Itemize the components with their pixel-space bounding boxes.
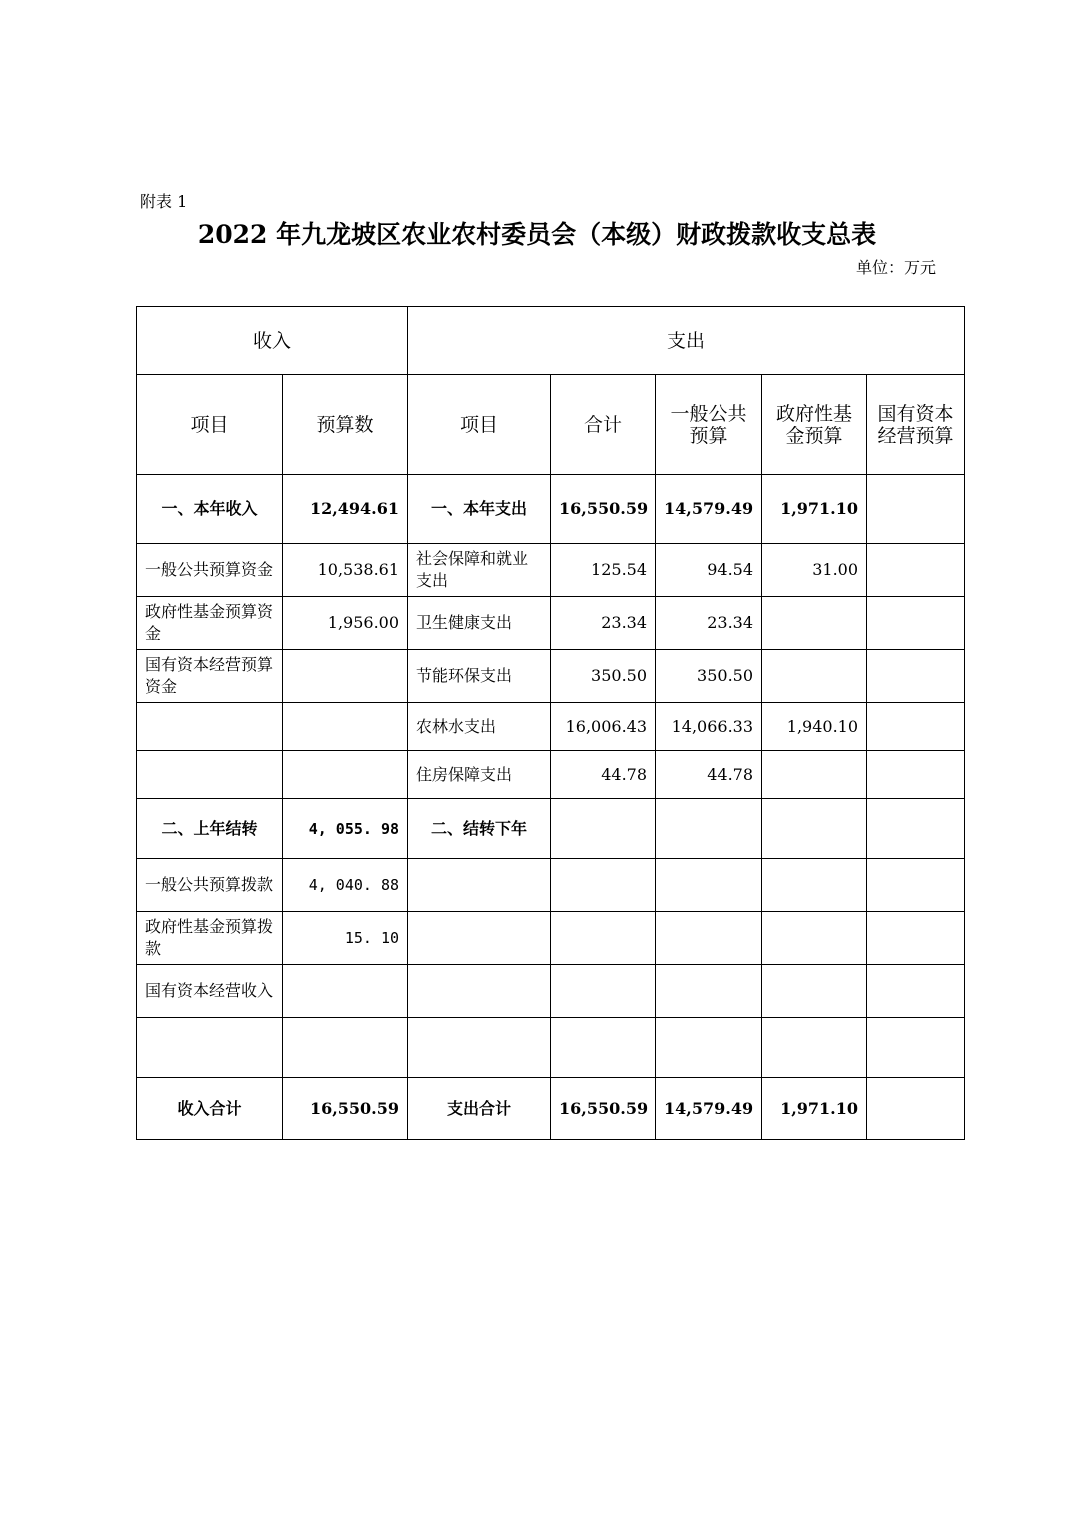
table-row — [137, 650, 965, 703]
page-title: 2022 年九龙坡区农业农村委员会（本级）财政拨款收支总表 — [197, 220, 877, 249]
income-budget-cell: 4, 055. 98 — [283, 799, 408, 859]
table-row — [137, 965, 965, 1018]
gov-fund-cell — [762, 1018, 867, 1078]
unit-label: 单位：万元 — [855, 258, 936, 277]
budget-summary-table — [136, 306, 965, 1140]
gov-fund-cell — [762, 859, 867, 912]
income-budget-header: 预算数 — [283, 375, 408, 475]
expense-item-cell: 节能环保支出 — [408, 650, 551, 703]
income-budget-cell — [283, 650, 408, 703]
state-capital-header: 国有资本经营预算 — [867, 375, 965, 475]
table-row — [137, 859, 965, 912]
expense-total-cell: 16,006.43 — [551, 703, 656, 751]
income-item-cell: 一般公共预算资金 — [137, 544, 283, 597]
general-public-cell — [656, 799, 762, 859]
income-total-label: 收入合计 — [137, 1078, 283, 1140]
gov-fund-total: 1,971.10 — [762, 1078, 867, 1140]
group-header-row — [137, 307, 965, 375]
income-item-cell — [137, 751, 283, 799]
general-public-cell — [656, 912, 762, 965]
expense-group-header: 支出 — [408, 307, 965, 375]
gov-fund-cell — [762, 650, 867, 703]
income-item-header: 项目 — [137, 375, 283, 475]
income-item-cell: 政府性基金预算资金 — [137, 597, 283, 650]
state-capital-cell — [867, 751, 965, 799]
table-row — [137, 1018, 965, 1078]
state-capital-cell — [867, 475, 965, 544]
income-budget-cell — [283, 1018, 408, 1078]
gov-fund-cell: 1,940.10 — [762, 703, 867, 751]
income-budget-cell: 10,538.61 — [283, 544, 408, 597]
gov-fund-cell — [762, 751, 867, 799]
income-budget-cell: 4, 040. 88 — [283, 859, 408, 912]
table-row — [137, 703, 965, 751]
income-budget-cell — [283, 965, 408, 1018]
general-public-cell: 14,579.49 — [656, 475, 762, 544]
general-public-cell: 14,066.33 — [656, 703, 762, 751]
table-row — [137, 544, 965, 597]
expense-total-header: 合计 — [551, 375, 656, 475]
income-item-cell: 一、本年收入 — [137, 475, 283, 544]
column-header-row — [137, 375, 965, 475]
expense-item-cell: 二、结转下年 — [408, 799, 551, 859]
expense-item-cell: 农林水支出 — [408, 703, 551, 751]
general-public-cell — [656, 859, 762, 912]
gov-fund-cell — [762, 597, 867, 650]
table-row — [137, 912, 965, 965]
expense-item-cell — [408, 965, 551, 1018]
general-public-cell: 23.34 — [656, 597, 762, 650]
expense-total-cell: 16,550.59 — [551, 475, 656, 544]
income-item-cell: 国有资本经营收入 — [137, 965, 283, 1018]
expense-total-cell: 125.54 — [551, 544, 656, 597]
income-budget-cell: 15. 10 — [283, 912, 408, 965]
income-budget-cell: 1,956.00 — [283, 597, 408, 650]
income-budget-cell: 12,494.61 — [283, 475, 408, 544]
gov-fund-cell — [762, 965, 867, 1018]
state-capital-cell — [867, 1018, 965, 1078]
general-public-total: 14,579.49 — [656, 1078, 762, 1140]
state-capital-cell — [867, 650, 965, 703]
income-group-header: 收入 — [137, 307, 408, 375]
state-capital-cell — [867, 965, 965, 1018]
table-row — [137, 751, 965, 799]
state-capital-cell — [867, 544, 965, 597]
expense-total-cell — [551, 1018, 656, 1078]
expense-total-cell: 350.50 — [551, 650, 656, 703]
income-item-cell: 二、上年结转 — [137, 799, 283, 859]
expense-total-cell — [551, 859, 656, 912]
table-row — [137, 475, 965, 544]
gov-fund-cell — [762, 799, 867, 859]
expense-total-value: 16,550.59 — [551, 1078, 656, 1140]
expense-item-cell: 一、本年支出 — [408, 475, 551, 544]
general-public-header: 一般公共预算 — [656, 375, 762, 475]
expense-total-cell: 44.78 — [551, 751, 656, 799]
general-public-cell — [656, 965, 762, 1018]
income-item-cell — [137, 1018, 283, 1078]
expense-item-cell: 住房保障支出 — [408, 751, 551, 799]
expense-total-cell — [551, 965, 656, 1018]
expense-total-cell — [551, 912, 656, 965]
expense-item-cell: 社会保障和就业支出 — [408, 544, 551, 597]
totals-row — [137, 1078, 965, 1140]
expense-total-cell: 23.34 — [551, 597, 656, 650]
income-item-cell: 政府性基金预算拨款 — [137, 912, 283, 965]
state-capital-cell — [867, 799, 965, 859]
gov-fund-cell — [762, 912, 867, 965]
expense-item-cell — [408, 912, 551, 965]
state-capital-cell — [867, 912, 965, 965]
gov-fund-header: 政府性基金预算 — [762, 375, 867, 475]
general-public-cell: 350.50 — [656, 650, 762, 703]
general-public-cell — [656, 1018, 762, 1078]
expense-item-cell: 卫生健康支出 — [408, 597, 551, 650]
state-capital-total — [867, 1078, 965, 1140]
general-public-cell: 44.78 — [656, 751, 762, 799]
attachment-label: 附表 1 — [140, 192, 188, 211]
table-row — [137, 799, 965, 859]
state-capital-cell — [867, 703, 965, 751]
gov-fund-cell: 31.00 — [762, 544, 867, 597]
income-item-cell — [137, 703, 283, 751]
income-budget-cell — [283, 751, 408, 799]
table-row — [137, 597, 965, 650]
income-budget-cell — [283, 703, 408, 751]
general-public-cell: 94.54 — [656, 544, 762, 597]
expense-item-cell — [408, 859, 551, 912]
state-capital-cell — [867, 597, 965, 650]
expense-total-label: 支出合计 — [408, 1078, 551, 1140]
expense-item-cell — [408, 1018, 551, 1078]
income-item-cell: 一般公共预算拨款 — [137, 859, 283, 912]
income-total-value: 16,550.59 — [283, 1078, 408, 1140]
expense-total-cell — [551, 799, 656, 859]
state-capital-cell — [867, 859, 965, 912]
gov-fund-cell: 1,971.10 — [762, 475, 867, 544]
expense-item-header: 项目 — [408, 375, 551, 475]
income-item-cell: 国有资本经营预算资金 — [137, 650, 283, 703]
